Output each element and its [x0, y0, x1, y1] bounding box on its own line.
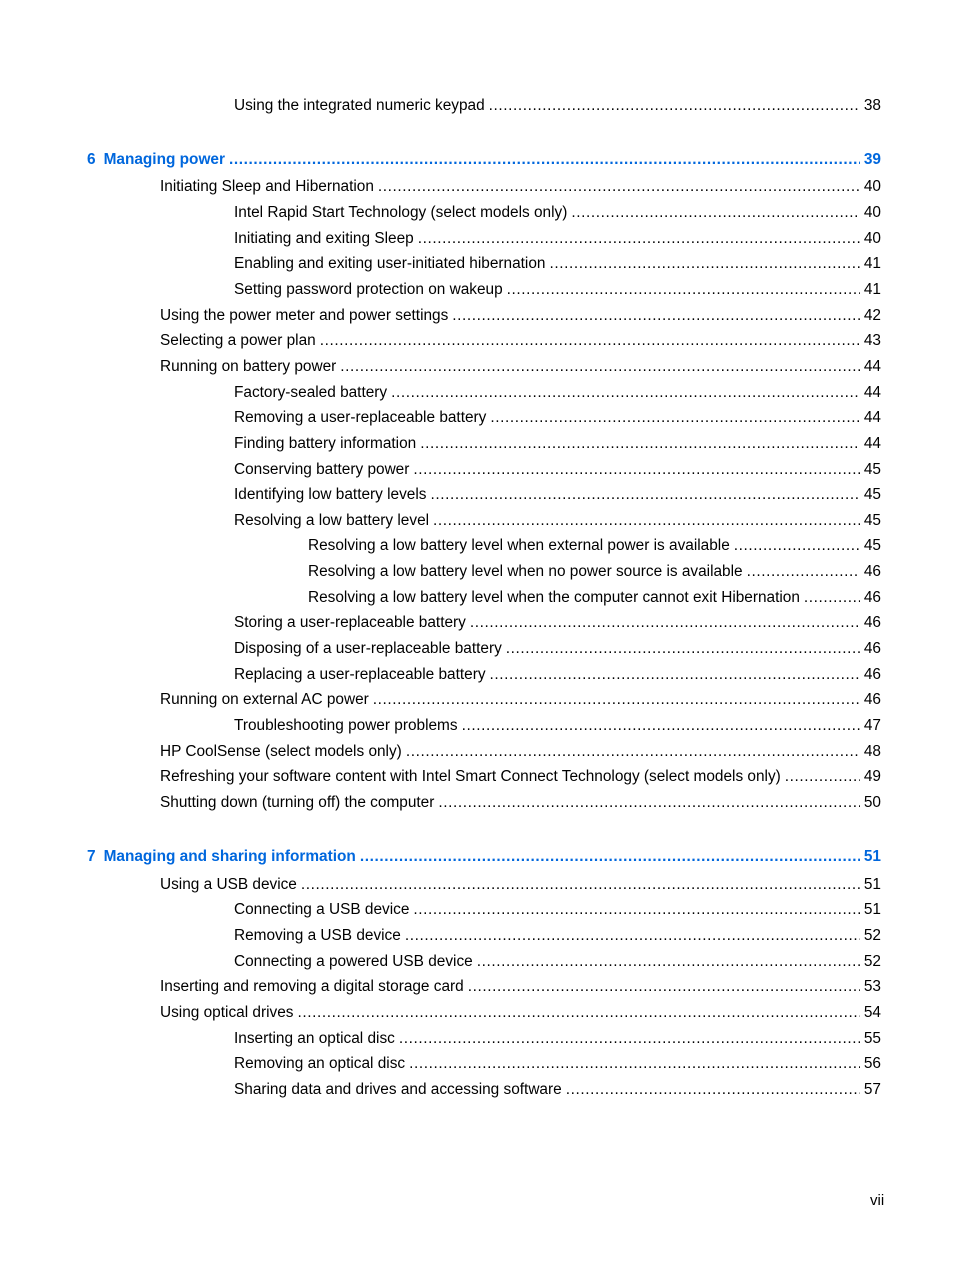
toc-entry-title: Initiating Sleep and Hibernation: [160, 178, 374, 195]
dot-leader: [571, 203, 860, 223]
toc-entry-title: Resolving a low battery level when external power is available: [308, 537, 730, 554]
toc-entry-page: 51: [863, 848, 881, 865]
toc-entry-link[interactable]: [234, 485, 881, 505]
toc-entry-link[interactable]: [160, 1003, 881, 1023]
toc-entry-title: Resolving a low battery level when the computer cannot exit Hibernation: [308, 589, 800, 606]
toc-entry-title: Using the integrated numeric keypad: [234, 97, 485, 114]
toc-entry-title: Replacing a user-replaceable battery: [234, 666, 486, 683]
dot-leader: [785, 767, 860, 787]
toc-entry-page: 45: [863, 537, 881, 554]
toc-entry-title: HP CoolSense (select models only): [160, 743, 402, 760]
toc-entry-page: 39: [863, 151, 881, 168]
dot-leader: [566, 1080, 860, 1100]
toc-entry-link[interactable]: [160, 742, 881, 762]
dot-leader: [734, 536, 860, 556]
dot-leader: [506, 639, 860, 659]
toc-entry-link[interactable]: [234, 613, 881, 633]
toc-entry-title: Troubleshooting power problems: [234, 717, 458, 734]
toc-entry-title: Initiating and exiting Sleep: [234, 230, 414, 247]
toc-entry-link[interactable]: [234, 665, 881, 685]
dot-leader: [360, 847, 860, 867]
toc-entry-title: Managing power: [103, 151, 225, 168]
toc-entry-link[interactable]: [234, 460, 881, 480]
toc-entry-page: 43: [863, 332, 881, 349]
toc-entry-title: Running on battery power: [160, 358, 337, 375]
page-number: vii: [870, 1192, 885, 1209]
dot-leader: [433, 511, 860, 531]
toc-entry-link[interactable]: [234, 203, 881, 223]
toc-entry-page: 41: [863, 281, 881, 298]
dot-leader: [452, 306, 860, 326]
toc-entry-link[interactable]: [234, 434, 881, 454]
toc-entry-page: 46: [863, 666, 881, 683]
toc-entry-link[interactable]: [234, 408, 881, 428]
dot-leader: [549, 254, 859, 274]
toc-entry-title: Disposing of a user-replaceable battery: [234, 640, 502, 657]
dot-leader: [438, 793, 860, 813]
dot-leader: [804, 588, 860, 608]
toc-entry-link[interactable]: [160, 977, 881, 997]
dot-leader: [378, 177, 860, 197]
toc-entry-title: Connecting a powered USB device: [234, 953, 473, 970]
dot-leader: [490, 665, 860, 685]
toc-entry-page: 44: [863, 384, 881, 401]
toc-entry-page: 45: [863, 512, 881, 529]
toc-entry-title: Factory-sealed battery: [234, 384, 388, 401]
toc-entry-link[interactable]: [234, 254, 881, 274]
toc-entry-link[interactable]: [160, 331, 881, 351]
toc-entry-title: Identifying low battery levels: [234, 486, 427, 503]
toc-entry-page: 53: [863, 978, 881, 995]
dot-leader: [507, 280, 860, 300]
toc-entry-title: Setting password protection on wakeup: [234, 281, 503, 298]
dot-leader: [462, 716, 860, 736]
toc-entry-link[interactable]: [308, 562, 881, 582]
toc-entry-title: Intel Rapid Start Technology (select models only): [234, 204, 568, 221]
toc-entry-title: Using the power meter and power settings: [160, 307, 449, 324]
dot-leader: [468, 977, 860, 997]
dot-leader: [301, 875, 860, 895]
toc-entry-title: Selecting a power plan: [160, 332, 316, 349]
chapter-number: 7: [87, 848, 96, 865]
toc-entry-link[interactable]: [234, 229, 881, 249]
dot-leader: [391, 383, 860, 403]
toc-entry-link[interactable]: [234, 926, 881, 946]
toc-entry-link[interactable]: [234, 383, 881, 403]
dot-leader: [399, 1029, 860, 1049]
dot-leader: [413, 900, 859, 920]
dot-leader: [490, 408, 860, 428]
toc-chapter-link[interactable]: [87, 150, 881, 170]
toc-entry-page: 46: [863, 691, 881, 708]
toc-entry-link[interactable]: [308, 536, 881, 556]
toc-entry-page: 52: [863, 927, 881, 944]
dot-leader: [430, 485, 859, 505]
chapter-number: 6: [87, 151, 96, 168]
toc-entry-title: Resolving a low battery level: [234, 512, 430, 529]
toc-entry-page: 47: [863, 717, 881, 734]
toc-entry-page: 46: [863, 640, 881, 657]
toc-entry-link[interactable]: [234, 716, 881, 736]
toc-entry-page: 44: [863, 435, 881, 452]
toc-entry-title: Inserting and removing a digital storage card: [160, 978, 464, 995]
toc-entry-title: Removing an optical disc: [234, 1055, 406, 1072]
dot-leader: [405, 926, 860, 946]
toc-entry-link[interactable]: [234, 952, 881, 972]
toc-entry-title: Running on external AC power: [160, 691, 369, 708]
toc-entry-link[interactable]: [160, 690, 881, 710]
toc-entry-link[interactable]: [160, 767, 881, 787]
dot-leader: [413, 460, 860, 480]
toc-entry-page: 41: [863, 255, 881, 272]
toc-entry-title: Inserting an optical disc: [234, 1030, 395, 1047]
toc-entry-title: Using a USB device: [160, 876, 297, 893]
dot-leader: [477, 952, 860, 972]
toc-entry-title: Resolving a low battery level when no power source is available: [308, 563, 743, 580]
toc-entry-page: 49: [863, 768, 881, 785]
toc-entry-page: 45: [863, 461, 881, 478]
toc-entry-page: 55: [863, 1030, 881, 1047]
dot-leader: [418, 229, 860, 249]
toc-entry-title: Finding battery information: [234, 435, 417, 452]
toc-entry-page: 40: [863, 204, 881, 221]
toc-entry-title: Conserving battery power: [234, 461, 410, 478]
toc-entry-title: Removing a USB device: [234, 927, 401, 944]
dot-leader: [747, 562, 860, 582]
toc-entry-page: 48: [863, 743, 881, 760]
toc-entry-page: 51: [863, 876, 881, 893]
toc-entry-page: 54: [863, 1004, 881, 1021]
toc-entry-link[interactable]: [234, 639, 881, 659]
toc-entry-link[interactable]: [234, 1054, 881, 1074]
dot-leader: [406, 742, 860, 762]
toc-entry-link[interactable]: [160, 177, 881, 197]
toc-entry-page: 45: [863, 486, 881, 503]
toc-entry-page: 40: [863, 230, 881, 247]
dot-leader: [470, 613, 860, 633]
toc-entry-page: 42: [863, 307, 881, 324]
toc-entry-page: 50: [863, 794, 881, 811]
toc-entry-page: 40: [863, 178, 881, 195]
dot-leader: [320, 331, 860, 351]
toc-entry-page: 46: [863, 589, 881, 606]
toc-entry-link[interactable]: [234, 511, 881, 531]
toc-entry-title: Removing a user-replaceable battery: [234, 409, 487, 426]
toc-entry-link[interactable]: [234, 900, 881, 920]
dot-leader: [297, 1003, 859, 1023]
dot-leader: [229, 150, 860, 170]
toc-entry-link[interactable]: [234, 96, 881, 116]
toc-entry-page: 46: [863, 614, 881, 631]
dot-leader: [373, 690, 860, 710]
toc-chapter-link[interactable]: [87, 847, 881, 867]
toc-entry-title: Storing a user-replaceable battery: [234, 614, 466, 631]
dot-leader: [489, 96, 860, 116]
toc-entry-title: Refreshing your software content with Intel Smart Connect Technology (select models only): [160, 768, 781, 785]
toc-entry-page: 46: [863, 563, 881, 580]
toc-entry-link[interactable]: [234, 1029, 881, 1049]
toc-entry-page: 52: [863, 953, 881, 970]
toc-entry-link[interactable]: [160, 306, 881, 326]
toc-entry-link[interactable]: [234, 280, 881, 300]
toc-entry-link[interactable]: [160, 793, 881, 813]
toc-entry-title: Using optical drives: [160, 1004, 294, 1021]
toc-entry-page: 56: [863, 1055, 881, 1072]
toc-entry-page: 44: [863, 358, 881, 375]
toc-entry-title: Connecting a USB device: [234, 901, 410, 918]
toc-entry-title: Enabling and exiting user-initiated hibernation: [234, 255, 546, 272]
toc-entry-title: Sharing data and drives and accessing software: [234, 1081, 562, 1098]
toc-entry-page: 44: [863, 409, 881, 426]
toc-entry-title: Managing and sharing information: [103, 848, 356, 865]
toc-entry-link[interactable]: [160, 875, 881, 895]
toc-entry-link[interactable]: [308, 588, 881, 608]
toc-entry-page: 51: [863, 901, 881, 918]
toc-entry-link[interactable]: [160, 357, 881, 377]
dot-leader: [420, 434, 860, 454]
dot-leader: [409, 1054, 860, 1074]
toc-entry-page: 38: [863, 97, 881, 114]
toc-entry-link[interactable]: [234, 1080, 881, 1100]
toc-entry-title: Shutting down (turning off) the computer: [160, 794, 435, 811]
toc-entry-page: 57: [863, 1081, 881, 1098]
dot-leader: [340, 357, 860, 377]
